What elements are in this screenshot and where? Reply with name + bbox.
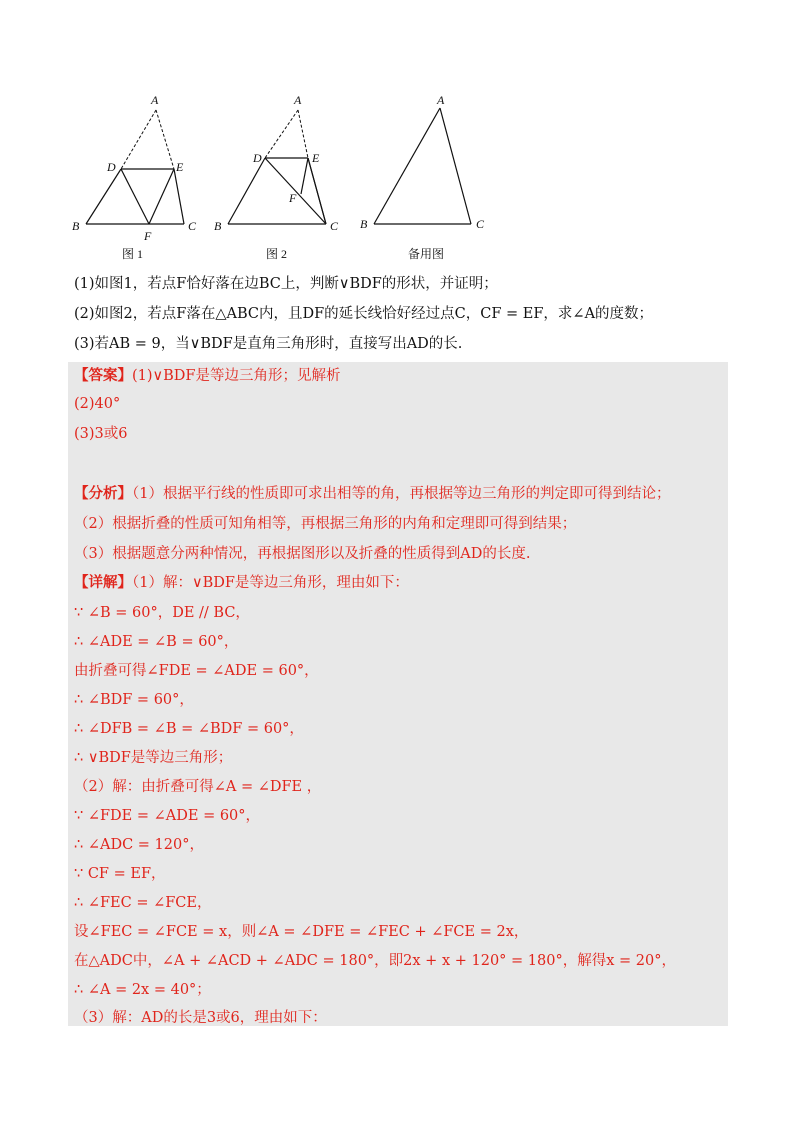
fig2-label-D: D: [253, 151, 262, 165]
detail-line-5: ∴ ∠BDF = 60°，: [74, 692, 194, 708]
fig1-label-B: B: [72, 219, 80, 233]
detail-line-13: 设∠FEC = ∠FCE = x，则∠A = ∠DFE = ∠FEC + ∠FCE = 2x，: [74, 924, 529, 940]
detail-heading: 【详解】: [74, 574, 132, 591]
detail-line-14: 在△ADC中，∠A + ∠ACD + ∠ADC = 180°，即2x + x + 120° = 180°，解得x = 20°，: [74, 953, 676, 969]
fig1-label-A: A: [151, 93, 159, 107]
analysis-text-1: （1）根据平行线的性质即可求出相等的角，再根据等边三角形的判定即可得到结论；: [132, 486, 671, 502]
fig3-label-A: A: [437, 93, 445, 107]
analysis-line-2: （2）根据折叠的性质可知角相等，再根据三角形的内角和定理即可得到结果；: [74, 516, 577, 532]
fig2-label-A: A: [294, 93, 302, 107]
fig2-label-E: E: [312, 151, 320, 165]
fig2-label-C: C: [330, 219, 339, 233]
fig3-label-B: B: [360, 217, 368, 231]
detail-line-4: 由折叠可得∠FDE = ∠ADE = 60°，: [74, 663, 319, 679]
fig1-label-E: E: [176, 160, 184, 174]
answer-line-1: [74, 366, 341, 386]
detail-line-2: ∵ ∠B = 60°，DE // BC，: [74, 605, 250, 621]
detail-line-16: （3）解：AD的长是3或6，理由如下：: [74, 1010, 327, 1026]
fig2-label-B: B: [214, 219, 222, 233]
answer-line-3: (3)3或6: [74, 426, 128, 442]
answer-text-1: (1)∨BDF是等边三角形；见解析: [132, 368, 341, 384]
detail-line-15: ∴ ∠A = 2x = 40°；: [74, 982, 211, 998]
fig1-label-D: D: [107, 160, 116, 174]
question-1: (1)如图1，若点F恰好落在边BC上，判断∨BDF的形状，并证明；: [74, 276, 498, 292]
analysis-line-1: [74, 484, 670, 504]
detail-line-9: ∵ ∠FDE = ∠ADE = 60°，: [74, 808, 261, 824]
detail-line-1: [74, 573, 409, 593]
analysis-heading: 【分析】: [74, 485, 132, 502]
fig1-label-C: C: [188, 219, 197, 233]
detail-line-11: ∵ CF = EF，: [74, 866, 166, 882]
fig1-label-F: F: [144, 229, 152, 243]
detail-line-3: ∴ ∠ADE = ∠B = 60°，: [74, 634, 239, 650]
detail-text-1: （1）解：∨BDF是等边三角形，理由如下：: [132, 575, 409, 591]
figure-2: [210, 92, 350, 262]
answer-line-2: (2)40°: [74, 396, 121, 412]
detail-line-6: ∴ ∠DFB = ∠B = ∠BDF = 60°，: [74, 721, 304, 737]
detail-line-10: ∴ ∠ADC = 120°，: [74, 837, 204, 853]
fig3-caption: 备用图: [408, 247, 445, 261]
answer-heading: 【答案】: [74, 367, 132, 384]
fig2-caption: 图 2: [266, 247, 288, 261]
detail-line-12: ∴ ∠FEC = ∠FCE，: [74, 895, 212, 911]
fig1-caption: 图 1: [122, 247, 144, 261]
question-2: (2)如图2，若点F落在△ABC内，且DF的延长线恰好经过点C，CF = EF，求∠A的度数；: [74, 306, 654, 322]
detail-line-7: ∴ ∨BDF是等边三角形；: [74, 750, 233, 766]
fig3-label-C: C: [476, 217, 485, 231]
figure-3: [356, 92, 496, 262]
question-3: (3)若AB = 9，当∨BDF是直角三角形时，直接写出AD的长.: [74, 336, 463, 352]
analysis-line-3: （3）根据题意分两种情况，再根据图形以及折叠的性质得到AD的长度.: [74, 546, 531, 562]
detail-line-8: （2）解：由折叠可得∠A = ∠DFE ，: [74, 779, 322, 795]
fig2-label-F: F: [289, 191, 297, 205]
figure-1: [66, 92, 206, 262]
